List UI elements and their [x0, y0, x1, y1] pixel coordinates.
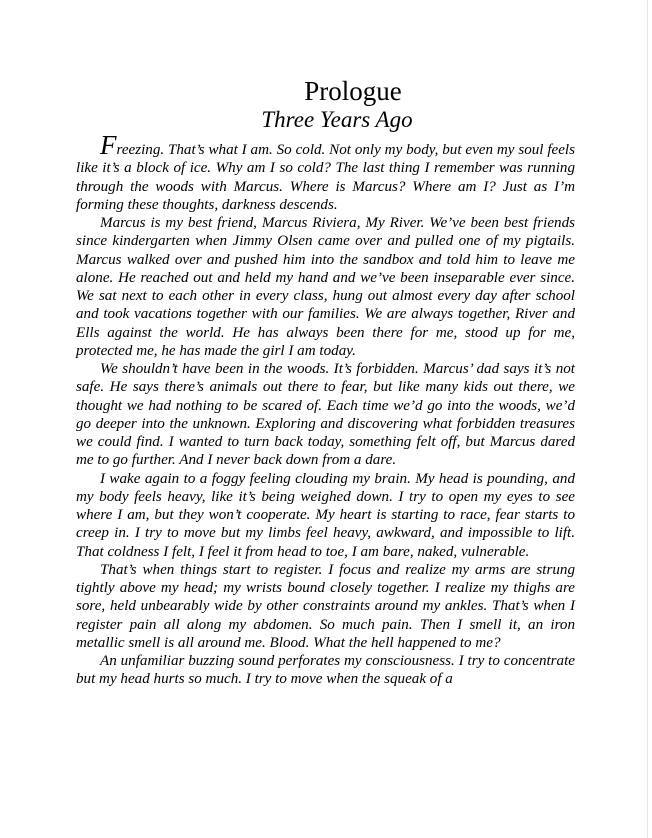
- paragraph: [76, 130, 575, 214]
- paragraph: I wake again to a foggy feeling clouding my brain. My head is pounding, and my body feels heavy, like it’s being weighed down. I try to open my eyes to see where I am, but they won’t cooperate. My heart is starting to race, fear starts to creep in. I try to move but my limbs feel heavy, awkward, and impossible to lift. That coldness I felt, I feel it from head to toe, I am bare, naked, vulnerable.: [76, 470, 575, 560]
- chapter-title: Prologue: [304, 76, 402, 106]
- paragraph: Marcus is my best friend, Marcus Riviera, My River. We’ve been best friends since kindergarten when Jimmy Olsen came over and pulled one of my pigtails. Marcus walked over and pushed him into the sandbox and told him to leave me alone. He reached out and held my hand and we’ve been inseparable ever since. We sat next to each other in every class, hung out almost every day after school and took vacations together with our families. We are always together, River and Ells against the world. He has always been there for me, stood up for me, protected me, he has made the girl I am today.: [76, 215, 575, 359]
- paragraph: We shouldn’t have been in the woods. It’s forbidden. Marcus’ dad says it’s not safe. He says there’s animals out there to fear, but like many kids out there, we thought we had nothing to be scared of. Each time we’d go into the woods, we’d go deeper into the unknown. Exploring and discovering what forbidden treasures we could find. I wanted to turn back today, something felt off, but Marcus dared me to go further. And I never back down from a dare.: [76, 361, 575, 469]
- paragraph: That’s when things start to register. I focus and realize my arms are strung tightly above my head; my wrists bound closely together. I realize my thighs are sore, held unbearably wide by other constraints around my ankles. That’s when I register pain all along my abdomen. So much pain. Then I smell it, an iron metallic smell is all around me. Blood. What the hell happened to me?: [76, 561, 575, 651]
- drop-cap: F: [100, 130, 117, 160]
- paragraph-text: reezing. That’s what I am. So cold. Not only my body, but even my soul feels like it’s a block of ice. Why am I so cold? The last thing I remember was running through the woods with Marcus. Where is Marcus? Where am I? Just as I’m forming these thoughts, darkness descends.: [76, 142, 575, 213]
- chapter-body: [76, 130, 575, 689]
- paragraph: An unfamiliar buzzing sound perforates my consciousness. I try to concentrate but my head hurts so much. I try to move when the squeak of a: [76, 653, 575, 688]
- chapter-subtitle: Three Years Ago: [261, 107, 413, 132]
